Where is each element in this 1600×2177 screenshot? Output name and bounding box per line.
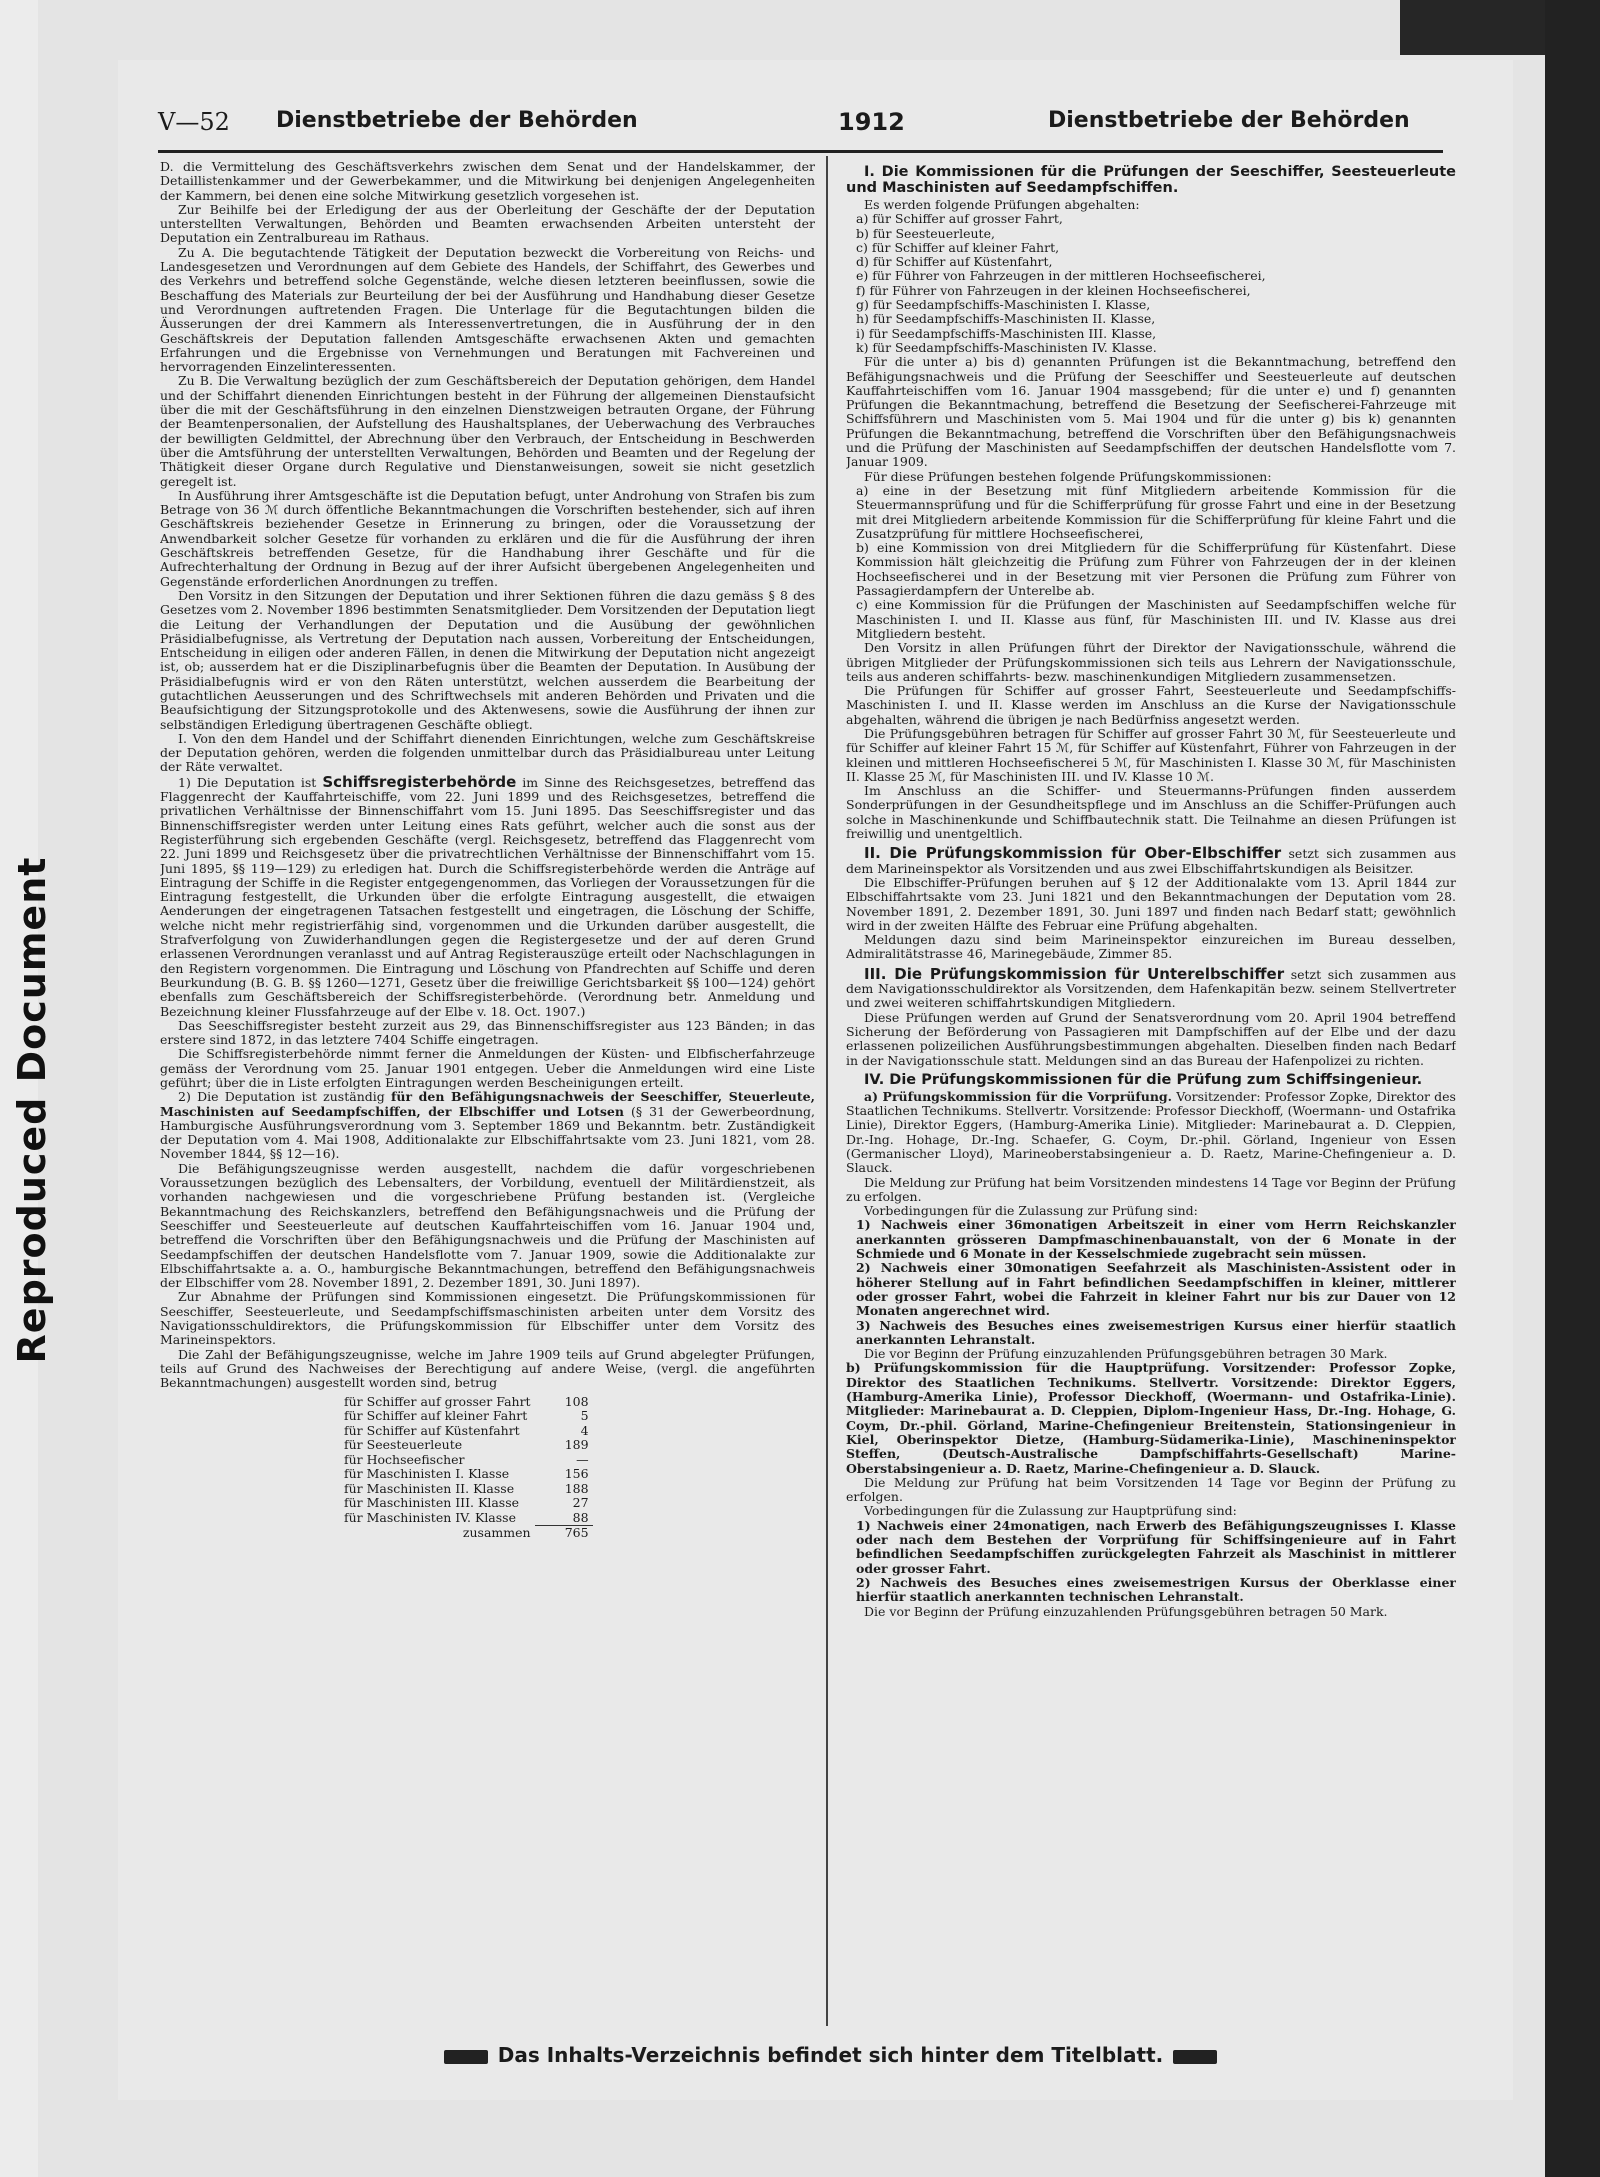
- pointing-hand-icon: [1173, 2050, 1217, 2064]
- licensing-highlight: für den Befähigungsnachweis der Seeschiffer, Steuerleute, Maschinisten auf Seedampfschiffen, der Elbschiffer und Lotsen: [160, 1089, 815, 1119]
- list-item: i) für Seedampfschiffs-Maschinisten III. Klasse,: [856, 325, 1157, 341]
- paragraph: Die Elbschiffer-Prüfungen beruhen auf § 12 der Additionalakte vom 13. April 1844 zur Elbschiffahrtsakte vom 23. Juni 1821 und den Bekanntmachungen der Deputation vom 28. November 1891, 2. Dezember 1891, 30. Juni 1897 und finden nach Bedarf statt; gewöhnlich wird in der zweiten Hälfte des Februar eine Prüfung abgehalten.: [846, 874, 1456, 933]
- section-heading: III. Die Prüfungskommission für Unterelbschiffer: [864, 964, 1285, 983]
- list-item: g) für Seedampfschiffs-Maschinisten I. Klasse,: [856, 297, 1151, 313]
- list-item: d) für Schiffer auf Küstenfahrt,: [856, 254, 1053, 270]
- column-divider: [826, 156, 828, 2026]
- list-item: b) für Seesteuerleute,: [856, 225, 995, 241]
- registry-paragraph: 1) Die Deputation ist Schiffsregisterbehörde im Sinne des Reichsgesetzes, betreffend das Flaggenrecht der Kauffahrteischiffe, vom 22. Juni 1899 und des Reichsgesetzes, betreffend die privatlichen Verhältnisse der Binnenschiffahrt vom 15. Juni 1895. Das Seeschiffsregister und das Binnenschiffsregister werden unter Leitung eines Rats geführt, welcher auch die sonst aus der Registerführung sich ergebenden Geschäfte (vergl. Reichsgesetz, betreffend das Flaggenrecht vom 22. Juni 1899 und Reichsgesetz über die privatrechtlichen Verhältnisse der Binnenschiffahrt vom 15. Juni 1895, §§ 119—129) zu erledigen hat. Durch die Schiffsregisterbehörde werden die Anträge auf Eintragung der Schiffe in die Register entgegengenommen, das Vorliegen der Voraussetzungen für die Eintragung festgestellt, die Urkunden über die erfolgte Eintragung ausgestellt, die etwaigen Aenderungen der eingetragenen Tatsachen festgestellt und eingetragen, die Löschung der Schiffe, welche nicht mehr registrierfähig sind, vorgenommen und die Urkunden darüber ausgestellt, die Strafverfolgung von Zuwiderhandlungen gegen die Registergesetze und der auf deren Grund erlassenen Verordnungen veranlasst und auf Antrag Registerauszüge erteilt oder Nachschlagungen in den Registern vorgenommen. Die Eintragung und Löschung von Pfandrechten auf Schiffe und deren Beurkundung (B. G. B. §§ 1260—1271, Gesetz über die freiwillige Gerichtsbarkeit §§ 100—124) gehört ebenfalls zum Geschäftsbereich der Schiffsregisterbehörde. (Verordnung betr. Anmeldung und Bezeichnung kleiner Flussfahrzeuge auf der Elbe v. 18. Oct. 1907.): [160, 772, 815, 1019]
- paragraph: Zur Abnahme der Prüfungen sind Kommissionen eingesetzt. Die Prüfungskommissionen für Seeschiffer, Seesteuerleute, und Seedampfschiffsmaschinisten arbeiten unter dem Vorsitz des Navigationsschuldirektors, die Prüfungskommission für Elbschiffer unter dem Vorsitz des Marineinspektors.: [160, 1289, 815, 1348]
- paragraph: Zur Beihilfe bei der Erledigung der aus der Oberleitung der Geschäfte der der Deputation unterstellten Verwaltungen, Behörden und Beamten erwachsenden Arbeiten untersteht der Deputation ein Zentralbureau im Rathaus.: [160, 201, 815, 246]
- list-item: a) für Schiffer auf grosser Fahrt,: [856, 211, 1063, 227]
- table-row: für Hochseefischer —: [344, 1451, 589, 1467]
- paragraph: Es werden folgende Prüfungen abgehalten:: [864, 197, 1140, 212]
- scan-dark-edge: [1545, 0, 1600, 2177]
- exam-list: [846, 212, 1456, 355]
- header-rule: [158, 150, 1443, 153]
- paragraph: Das Seeschiffsregister besteht zurzeit aus 29, das Binnenschiffsregister aus 123 Bänden; in das erstere sind 1872, in das letztere 7404 Schiffe eingetragen.: [160, 1017, 815, 1048]
- conditions-list: [846, 1519, 1456, 1605]
- paragraph: Vorbedingungen für die Zulassung zur Prüfung sind:: [864, 1203, 1198, 1219]
- list-item: 1) Nachweis einer 24monatigen, nach Erwerb des Befähigungszeugnisses I. Klasse oder nach dem Bestehen der Vorprüfung für Schiffsingenieure auf in Fahrt befindlichen Seedampfschiffen zurückgelegten Fahrzeit als Maschinist in mittlerer oder grosser Fahrt.: [856, 1517, 1456, 1576]
- paragraph: Die Prüfungen für Schiffer auf grosser Fahrt, Seesteuerleute und Seedampfschiffs-Maschinisten I. und II. Klasse werden im Anschluss an die Kurse der Navigationsschule abgehalten, während die übrigen je nach Bedürfniss angesetzt werden.: [846, 683, 1456, 727]
- table-row: für Schiffer auf kleiner Fahrt 5: [344, 1408, 589, 1424]
- left-column: [160, 160, 815, 2020]
- paragraph: Den Vorsitz in allen Prüfungen führt der Direktor der Navigationsschule, während die übrigen Mitglieder der Prüfungskommissionen sich teils aus Lehrern der Navigationsschule, teils aus anderen schiffahrts- bezw. maschinenkundigen Mitgliedern zusammensetzen.: [846, 640, 1456, 684]
- certificate-counts-table: [340, 1395, 593, 1541]
- paragraph: D. die Vermittelung des Geschäftsverkehrs zwischen dem Senat und der Handelskammer, der Detaillistenkammer und der Gewerbekammer, und die Mitwirkung bei denjenigen Angelegenheiten der Kammern, bei denen eine solche Mitwirkung gesetzlich vorgesehen ist.: [160, 160, 815, 203]
- list-item: b) eine Kommission von drei Mitgliedern für die Schifferprüfung für Küstenfahrt. Diese Kommission hält gleichzeitig die Prüfung zum Führer von Fahrzeugen der in der kleinen Hochseefischerei und in der Besetzung mit vier Personen die Prüfung zum Führer von Passagierdampfern der Unterelbe ab.: [856, 540, 1456, 599]
- paragraph: Die vor Beginn der Prüfung einzuzahlenden Prüfungsgebühren betragen 30 Mark.: [864, 1346, 1388, 1362]
- list-item: f) für Führer von Fahrzeugen in der kleinen Hochseefischerei,: [856, 282, 1251, 298]
- table-row: für Seesteuerleute 189: [344, 1437, 589, 1453]
- list-item: h) für Seedampfschiffs-Maschinisten II. Klasse,: [856, 311, 1156, 327]
- right-column: [846, 160, 1456, 2020]
- list-item: 1) Nachweis einer 36monatigen Arbeitszeit in einer vom Herrn Reichskanzler anerkannten grösseren Dampfmaschinenbauanstalt, von der 6 Monate in der Schmiede und 6 Monate in der Kesselschmiede zugebracht sein müssen.: [856, 1217, 1456, 1262]
- running-header: [158, 108, 1443, 148]
- table-row: für Maschinisten IV. Klasse 88: [340, 1511, 593, 1526]
- header-title-left: Dienstbetriebe der Behörden: [276, 108, 638, 133]
- document-page: [118, 60, 1513, 2100]
- list-item: a) eine in der Besetzung mit fünf Mitgliedern arbeitende Kommission für die Steuermannsprüfung und für die Schifferprüfung für grosse Fahrt und eine in der Besetzung mit drei Mitgliedern arbeitende Kommission für die Schifferprüfung für kleine Fahrt und die Zusatzprüfung für mittlere Hochseefischerei,: [856, 482, 1456, 541]
- list-item: k) für Seedampfschiffs-Maschinisten IV. Klasse.: [856, 339, 1157, 355]
- paragraph: Für die unter a) bis d) genannten Prüfungen ist die Bekanntmachung, betreffend den Befähigungsnachweis und die Prüfung der Seeschiffer und Seesteuerleute auf deutschen Kauffahrteischiffen vom 16. Januar 1904 massgebend; für die unter e) und f) genannten Prüfungen die Bekanntmachung, betreffend die Besetzung der Seefischerei-Fahrzeuge mit Schiffsführern und Maschinisten vom 5. Mai 1904 und für die unter g) bis k) genannten Prüfungen die Bekanntmachung, betreffend die Vorschriften über den Befähigungsnachweis und die Prüfung der Maschinisten auf Seedampfschiffen der deutschen Handelsflotte vom 7. Januar 1909.: [846, 354, 1456, 470]
- table-total-row: zusammen 765: [462, 1524, 589, 1541]
- conditions-list: [846, 1218, 1456, 1347]
- page-number: V—52: [158, 108, 230, 136]
- paragraph: Die Prüfungsgebühren betragen für Schiffer auf grosser Fahrt 30 ℳ, für Seesteuerleute und für Schiffer auf kleiner Fahrt 15 ℳ, für Schiffer auf Küstenfahrt, Führer von Fahrzeugen in der kleinen und mittleren Hochseefischerei 5 ℳ, für Maschinisten I. Klasse 30 ℳ, für Maschinisten II. Klasse 25 ℳ, für Maschinisten III. und IV. Klasse 10 ℳ.: [846, 725, 1456, 784]
- paragraph: Zu A. Die begutachtende Tätigkeit der Deputation bezweckt die Vorbereitung von Reichs- und Landesgesetzen und Verordnungen auf dem Gebiete des Handels, der Schiffahrt, des Gewerbes und des Verkehrs und betreffend solche Gegenstände, welche diesen letzteren beeinflussen, sowie die Beschaffung des Materials zur Beurteilung der bei der Ausführung und Handhabung dieser Gesetze und Verordnungen auftretenden Fragen. Die Unterlage für die Begutachtungen bilden die Äusserungen der drei Kammern als Interessenvertretungen, die in Ausführung der in den Geschäftskreis der Deputation fallenden Amtsgeschäfte erwachsenen Akten und gemachten Erfahrungen und die Ergebnisse von Vernehmungen und Beratungen mit Fachvereinen und hervorragenden Einzelinteressenten.: [160, 244, 815, 375]
- table-row: für Schiffer auf grosser Fahrt 108: [344, 1393, 589, 1409]
- list-item: 2) Nachweis einer 30monatigen Seefahrzeit als Maschinisten-Assistent oder in höherer Stellung auf in Fahrt befindlichen Seedampfschiffen in kleiner, mittlerer oder grosser Fahrt, wobei die Fahrzeit in kleiner Fahrt nur bis zur Dauer von 12 Monaten angerechnet wird.: [856, 1260, 1456, 1319]
- paragraph: Meldungen dazu sind beim Marineinspektor einzureichen im Bureau desselben, Admiralitätstrasse 46, Marinegebäude, Zimmer 85.: [846, 932, 1456, 962]
- paragraph: Vorbedingungen für die Zulassung zur Hauptprüfung sind:: [864, 1503, 1237, 1519]
- paragraph: Die Schiffsregisterbehörde nimmt ferner die Anmeldungen der Küsten- und Elbfischerfahrzeuge gemäss der Verordnung vom 25. Januar 1901 entgegen. Ueber die Anmeldungen wird eine Liste geführt; über die in Liste erfolgten Eintragungen werden Bescheinigungen erteilt.: [160, 1046, 815, 1090]
- footer-note: Das Inhalts-Verzeichnis befindet sich hinter dem Titelblatt.: [218, 2043, 1443, 2073]
- registry-highlight: Schiffsregisterbehörde: [322, 772, 517, 791]
- section-paragraph: III. Die Prüfungskommission für Unterelbschiffer setzt sich zusammen aus dem Navigationsschuldirektor als Vorsitzenden, dem Hafenkapitän bezw. seinem Stellvertreter und zwei weiteren schiffahrtskundigen Mitgliedern.: [846, 964, 1456, 1011]
- table-row: für Maschinisten II. Klasse 188: [344, 1480, 589, 1496]
- side-watermark-label: Reproduced Document: [10, 856, 54, 1364]
- section-heading: II. Die Prüfungskommission für Ober-Elbschiffer: [864, 844, 1282, 863]
- subsection-paragraph: b) Prüfungskommission für die Hauptprüfung. Vorsitzender: Professor Zopke, Direktor des Staatlichen Technikums. Stellvertr. Vorsitzende: Direktor Eggers, (Hamburg-Amerika Linie), Professor Dieckhoff, (Woermann- und Ostafrika-Linie). Mitglieder: Marinebaurat a. D. Cleppien, Diplom-Ingenieur Hass, Dr.-Ing. Hohage, G. Coym, Dr.-phil. Görland, Marine-Chefingenieur Breitenstein, Stationsingenieur in Kiel, Oberinspektor Dietze, (Hamburg-Südamerika-Linie), Maschineninspektor Steffen, (Deutsch-Australische Dampfschiffahrts-Gesellschaft) Marine-Oberstabsingenieur a. D. Raetz, Marine-Chefingenieur a. D. Slauck.: [846, 1360, 1456, 1476]
- list-item: 3) Nachweis des Besuches eines zweisemestrigen Kursus einer hierfür staatlich anerkannten Lehranstalt.: [856, 1317, 1456, 1347]
- header-year: 1912: [838, 108, 905, 136]
- licensing-paragraph: 2) Die Deputation ist zuständig für den Befähigungsnachweis der Seeschiffer, Steuerleute, Maschinisten auf Seedampfschiffen, der Elbschiffer und Lotsen (§ 31 der Gewerbeordnung, Hamburgische Ausführungsverordnung vom 3. September 1869 und Bekanntm. betr. Zuständigkeit der Deputation vom 4. Mai 1908, Additionalakte zur Elbschiffahrtsakte vom 23. Juni 1821, vom 28. November 1844, §§ 12—16).: [160, 1089, 815, 1162]
- paragraph: Den Vorsitz in den Sitzungen der Deputation und ihrer Sektionen führen die dazu gemäss § 8 des Gesetzes vom 2. November 1896 bestimmten Senatsmitglieder. Dem Vorsitzenden der Deputation liegt die Leitung der Verhandlungen der Deputation und die Ausübung der gewöhnlichen Präsidialbefugnisse, als Vertretung der Deputation nach aussen, Vorbereitung der Entscheidungen, Entscheidung in eiligen oder anderen Fällen, in denen die Mitwirkung der Deputation nicht angezeigt ist, ob; ausserdem hat er die Disziplinarbefugnis über die Beamten der Deputation. In Ausübung der Präsidialbefugnis wird er von den Räten unterstützt, welchen ausserdem die Bearbeitung der gutachtlichen Aeusserungen und des Schriftwechsels mit anderen Behörden und Privaten und die Beaufsichtigung der Sitzungsprotokolle und des Aktenwesens, sowie die Ausführung der ihnen zur selbständigen Erledigung übertragenen Geschäfte obliegt.: [160, 587, 815, 732]
- paragraph: Die Befähigungszeugnisse werden ausgestellt, nachdem die dafür vorgeschriebenen Voraussetzungen bezüglich des Lebensalters, der Vorbildung, eventuell der Militärdienstzeit, als vorhanden nachgewiesen und die vorgeschriebene Prüfung bestanden ist. (Vergleiche Bekanntmachung des Reichskanzlers, betreffend den Befähigungsnachweis und die Prüfung der Seeschiffer und Seesteuerleute auf deutschen Kauffahrteischiffen vom 16. Januar 1904 und, betreffend die Vorschriften über den Befähigungsnachweis und die Prüfung der Maschinisten auf Seedampfschiffen der deutschen Handelsflotte vom 7. Januar 1909, sowie die Additionalakte zur Elbschiffahrtsakte a. a. O., hamburgische Bekanntmachungen, betreffend den Befähigungsnachweis der Elbschiffer vom 28. November 1891, 2. Dezember 1891, 30. Juni 1897).: [160, 1160, 815, 1291]
- paragraph: Die vor Beginn der Prüfung einzuzahlenden Prüfungsgebühren betragen 50 Mark.: [864, 1603, 1388, 1619]
- table-row: für Maschinisten I. Klasse 156: [344, 1466, 589, 1482]
- list-item: 2) Nachweis des Besuches eines zweisemestrigen Kursus der Oberklasse einer hierfür staatlich anerkannten technischen Lehranstalt.: [856, 1574, 1456, 1605]
- section-heading: I. Die Kommissionen für die Prüfungen der Seeschiffer, Seesteuerleute und Maschinisten auf Seedampfschiffen.: [846, 164, 1456, 196]
- paragraph: Diese Prüfungen werden auf Grund der Senatsverordnung vom 20. April 1904 betreffend Sicherung der Beförderung von Passagieren mit Dampfschiffen auf der Elbe und der dazu erlassenen polizeilichen Ausführungsbestimmungen abgehalten. Dieselben finden nach Bedarf in der Navigationsschule statt. Meldungen sind an das Bureau der Hafenpolizei zu richten.: [846, 1009, 1456, 1068]
- subsection-paragraph: a) Prüfungskommission für die Vorprüfung. Vorsitzender: Professor Zopke, Direktor des Staatlichen Technikums. Stellvertr. Vorsitzende: Professor Dieckhoff, (Woermann- und Ostafrika Linie), Direktor Eggers, (Hamburg-Amerika Linie). Mitglieder: Marinebaurat a. D. Cleppien, Dr.-Ing. Hohage, Dr.-Ing. Schaefer, G. Coym, Dr.-phil. Görland, Ingenieur von Essen (Germanischer Lloyd), Marineoberstabsingenieur a. D. Raetz, Marine-Chefingenieur a. D. Slauck.: [846, 1088, 1456, 1176]
- list-item: e) für Führer von Fahrzeugen in der mittleren Hochseefischerei,: [856, 268, 1266, 284]
- commission-list: [846, 484, 1456, 641]
- list-item: c) für Schiffer auf kleiner Fahrt,: [856, 239, 1060, 255]
- paragraph: I. Von den dem Handel und der Schiffahrt dienenden Einrichtungen, welche zum Geschäftskreise der Deputation gehören, werden die folgenden unmittelbar durch das Präsidialbureau unter Leitung der Räte verwaltet.: [160, 730, 815, 775]
- section-paragraph: II. Die Prüfungskommission für Ober-Elbschiffer setzt sich zusammen aus dem Marineinspektor als Vorsitzenden und aus zwei Elbschiffahrtskundigen als Beisitzer.: [846, 844, 1456, 876]
- header-title-right: Dienstbetriebe der Behörden: [1048, 108, 1410, 133]
- paragraph: In Ausführung ihrer Amtsgeschäfte ist die Deputation befugt, unter Androhung von Strafen bis zum Betrage von 36 ℳ durch öffentliche Bekanntmachungen die Vorschriften bestehender, sich auf ihren Geschäftskreis beziehender Gesetze in Erinnerung zu bringen, oder die Voraussetzung der Anwendbarkeit solcher Gesetze für vorhanden zu erklären und die für die Ausführung der ihren Geschäftskreis betreffenden Gesetze, für die Handhabung ihrer Geschäfte und für die Aufrechterhaltung der Ordnung in Bezug auf der ihrer Aufsicht übergebenen Angelegenheiten und Gegenstände erforderlichen Anordnungen zu treffen.: [160, 487, 815, 589]
- paragraph: Die Zahl der Befähigungszeugnisse, welche im Jahre 1909 teils auf Grund abgelegter Prüfungen, teils auf Grund des Nachweises der Berechtigung auf andere Weise, (vergl. die angeführten Bekanntmachungen) ausgestellt worden sind, betrug: [160, 1346, 815, 1391]
- list-item: c) eine Kommission für die Prüfungen der Maschinisten auf Seedampfschiffen welche für Maschinisten I. und II. Klasse aus fünf, für Maschinisten III. und IV. Klasse aus drei Mitgliedern besteht.: [856, 597, 1456, 641]
- paragraph: Für diese Prüfungen bestehen folgende Prüfungskommissionen:: [864, 468, 1272, 484]
- paragraph: Zu B. Die Verwaltung bezüglich der zum Geschäftsbereich der Deputation gehörigen, dem Handel und der Schiffahrt dienenden Einrichtungen besteht in der Führung der allgemeinen Dienstaufsicht über die mit der Geschäftsführung in den einzelnen Dienstzweigen betrauten Organe, der Führung der Beamtenpersonalien, der Aufstellung des Haushaltsplanes, der Ueberwachung des Verbrauches der bewilligten Geldmittel, der Abrechnung über den Verbrauch, der Entscheidung in Beschwerden über die Amtsführung der unterstellten Verwaltungen, Behörden und Beamten und der Regelung der Thätigkeit dieser Organe durch Regulative und Dienstanweisungen, soweit sie nicht gesetzlich geregelt ist.: [160, 373, 815, 489]
- pointing-hand-icon: [444, 2050, 488, 2064]
- table-row: für Schiffer auf Küstenfahrt 4: [344, 1422, 589, 1438]
- section-heading: IV. Die Prüfungskommissionen für die Prüfung zum Schiffsingenieur.: [864, 1071, 1423, 1088]
- table-row: für Maschinisten III. Klasse 27: [344, 1495, 589, 1511]
- paragraph: Die Meldung zur Prüfung hat beim Vorsitzenden mindestens 14 Tage vor Beginn der Prüfung zu erfolgen.: [846, 1174, 1456, 1204]
- paragraph: Im Anschluss an die Schiffer- und Steuermanns-Prüfungen finden ausserdem Sonderprüfungen in der Gesundheitspflege und im Anschluss an die Schiffer-Prüfungen auch solche in Maschinenkunde und Schiffbautechnik statt. Die Teilnahme an diesen Prüfungen ist freiwillig und unentgeltlich.: [846, 783, 1456, 842]
- paragraph: Die Meldung zur Prüfung hat beim Vorsitzenden 14 Tage vor Beginn der Prüfung zu erfolgen.: [846, 1474, 1456, 1505]
